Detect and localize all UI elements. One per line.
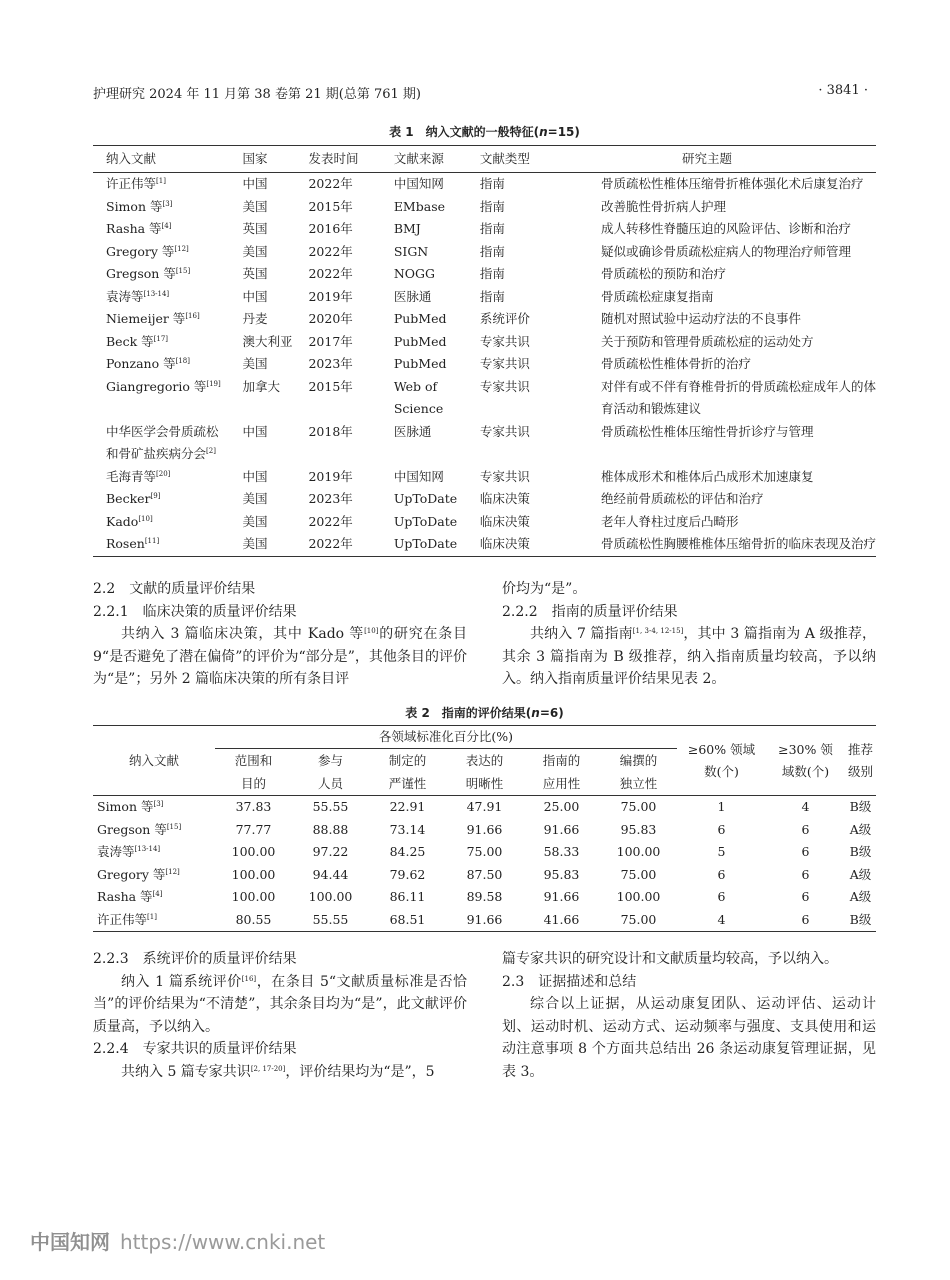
table2-cell: 47.91 [466,799,503,814]
table2-cell: 41.66 [523,909,600,932]
table2-sub-header: 范围和 目的 [215,749,292,796]
section-heading: 2.2.1 临床决策的质量评价结果 [93,603,297,620]
table1-cell: 专家共识 [479,333,530,349]
table1-cell: 中国 [242,468,268,484]
table1-cell: 医脉通 [393,423,432,439]
table2-row [93,819,876,842]
table1-cell: 2019年 [308,288,353,304]
table1-row [93,466,876,489]
table1-cell: 美国 [242,491,268,506]
table2-cell: 25.00 [543,799,580,814]
table2-cell: 5 [717,844,726,859]
table2-cell: 91.66 [543,889,580,904]
table2-cell: A级 [849,866,872,882]
table2-cell: 68.51 [369,909,446,932]
table2-cell: Gregson 等[15] [97,821,182,837]
table2-cell: 6 [766,909,845,932]
table2-sub-header: 参与 人员 [292,749,369,796]
section-heading: 2.2.2 指南的质量评价结果 [502,603,678,620]
table1-cell: Rosen[11] [93,533,227,556]
section-heading: 2.3 证据描述和总结 [502,973,637,990]
right-column-top [502,578,876,691]
table2-cell: 22.91 [389,799,426,814]
table2-cell: 89.58 [466,889,503,904]
table1-cell: 袁涛等[13-14] [106,288,170,304]
paragraph: 共纳入 3 篇临床决策，其中 Kado 等[10]的研究在条目 9“是否避免了潜在偏倚”的评价为“部分是”，其他条目的评价为“是”；另外 2 篇临床决策的所有条目评 [93,626,467,687]
table1-col-header: 纳入文献 [93,146,227,173]
table2-cell: 97.22 [312,844,349,859]
table1-cell: 绝经前骨质疏松的评估和治疗 [600,491,764,506]
table1-row [93,353,876,376]
cnki-logo: 中国知网 [30,1230,110,1254]
table1-row [93,263,876,286]
table2-row [93,909,876,932]
table2-cell: 100.00 [231,889,276,904]
table1-cell: Beck 等[17] [106,333,169,349]
table1-cell: Giangregorio 等[19] [106,378,221,394]
table2-cell: 87.50 [466,866,503,882]
table1-row [93,308,876,331]
table1-row [93,196,876,219]
cnki-url: https://www.cnki.net [120,1230,326,1254]
table2-row [93,841,876,864]
table2-cell: 91.66 [446,909,523,932]
table2-cell: 100.00 [616,889,661,904]
cnki-watermark [30,1226,325,1255]
table1-cell: 关于预防和管理骨质疏松症的运动处方 [600,333,814,349]
paragraph: 纳入 1 篇系统评价[16]，在条目 5“文献质量标准是否恰当”的评价结果为“不清楚”，其余条目均为“是”，此文献评价质量高，予以纳入。 [93,973,467,1035]
table1-cell: 骨质疏松性胸腰椎椎体压缩骨折的临床表现及治疗 [555,533,876,556]
table1-cell: 中国知网 [393,176,444,191]
table1-cell: Ponzano 等[18] [106,356,190,371]
table1-cell: 2022年 [308,266,353,281]
table1-cell: 2015年 [308,198,353,214]
table2-cell: 100.00 [231,844,276,859]
table1-cell: 骨质疏松性椎体压缩骨折椎体强化术后康复治疗 [600,176,864,191]
table2-group-header: 各领域标准化百分比(%) [215,726,677,749]
table1-cell: 2022年 [308,243,353,259]
table2-cell: 84.25 [389,844,426,859]
table1-cell: 专家共识 [479,423,530,439]
table2-cell: 95.83 [620,821,657,837]
table1-cell: 澳大利亚 [242,333,293,349]
paragraph: 价均为“是”。 [502,581,587,597]
table2-row [93,864,876,887]
table1-cell: 医脉通 [393,288,432,304]
table1-row [93,511,876,534]
table2-cell: 95.83 [543,866,580,882]
table2-cell: 4 [677,909,766,932]
table2-cell: B级 [849,799,872,814]
table2-col-header: 纳入文献 [93,726,215,796]
table2-sub-header: 制定的 严谨性 [369,749,446,796]
table1-cell: 2017年 [308,333,353,349]
table2-cell: 91.66 [466,821,503,837]
table1-col-header: 发表时间 [306,146,379,173]
table2-cell: B级 [849,844,872,859]
table1-cell: 指南 [479,198,505,214]
table1-cell: 加拿大 [242,378,281,394]
table1-cell: Web of Science [393,378,444,416]
table1-cell: 2022年 [308,176,353,191]
table2-col-header: 推荐 级别 [845,726,876,796]
table1-col-header: 文献类型 [469,146,555,173]
table2-cell: Rasha 等[4] [97,889,163,904]
table1-cell: Niemeijer 等[16] [106,311,200,326]
table1-cell: 美国 [242,356,268,371]
table2 [93,725,876,932]
table1-cell: Gregory 等[12] [106,243,189,259]
table1-cell: 英国 [242,266,268,281]
table1-cell: NOGG [393,266,435,281]
table1-cell: 美国 [242,513,268,529]
table2-cell: 6 [717,889,726,904]
table1-cell: 中国 [242,288,268,304]
table1-row [93,218,876,241]
table2-cell: 100.00 [231,866,276,882]
table2-cell: 6 [717,821,726,837]
table1-cell: 临床决策 [479,491,530,506]
table1-cell: 2019年 [308,468,353,484]
table1-cell: 中国知网 [393,468,444,484]
table2-col-header: ≥30% 领 域数(个) [766,726,845,796]
table2-sub-header: 表达的 明晰性 [446,749,523,796]
left-column-top [93,578,467,691]
table1-cell: 成人转移性脊髓压迫的风险评估、诊断和治疗 [600,221,851,236]
table1-cell: 专家共识 [479,356,530,371]
table2-cell: 58.33 [543,844,580,859]
table1-cell: 2022年 [306,533,379,556]
table1-cell: 骨质疏松的预防和治疗 [600,266,726,281]
table1-cell: 2016年 [308,221,353,236]
table2-cell: 79.62 [389,866,426,882]
table1-row [93,286,876,309]
table1-cell: 英国 [242,221,268,236]
table2-cell: 袁涛等[13-14] [97,844,161,859]
table1-cell: 指南 [479,288,505,304]
table1-cell: 2018年 [308,423,353,439]
table1-cell: 2023年 [308,491,353,506]
table2-sub-header: 编撰的 独立性 [600,749,677,796]
table2-cell: 86.11 [389,889,426,904]
table2-cell: 许正伟等[1] [93,909,215,932]
table1-cell: PubMed [393,356,447,371]
right-column-bottom [502,948,876,1083]
table2-cell: 75.00 [620,866,657,882]
table1-cell: SIGN [393,243,429,259]
table1-cell: 毛海青等[20] [106,468,171,484]
table1-row [93,241,876,264]
table2-cell: B级 [845,909,876,932]
table1-row [93,488,876,511]
table1-cell: 指南 [479,243,505,259]
page-header [93,83,876,101]
table1-cell: EMbase [393,198,446,214]
section-heading: 2.2 文献的质量评价结果 [93,581,256,597]
table1-cell: 中国 [242,176,268,191]
table2-cell: 100.00 [616,844,661,859]
table2-cell: 94.44 [312,866,349,882]
table2-cell: 4 [801,799,810,814]
table1-cell: PubMed [393,333,447,349]
table2-cell: 77.77 [235,821,272,837]
table2-cell: 55.55 [312,799,349,814]
table1-cell: 中国 [242,423,268,439]
table1-cell: 老年人脊柱过度后凸畸形 [600,513,739,529]
table1-cell: 中华医学会骨质疏松 和骨矿盐疾病分会[2] [106,423,219,461]
table1-col-header: 文献来源 [380,146,469,173]
table1-cell: 2020年 [308,311,353,326]
table2-cell: 37.83 [235,799,272,814]
table1-cell: PubMed [393,311,447,326]
table1-cell: Kado[10] [106,513,153,529]
table1-row [93,376,876,421]
table1-cell: 丹麦 [242,311,268,326]
table1-cell: 骨质疏松性椎体骨折的治疗 [600,356,751,371]
table2-row [93,886,876,909]
table2-cell: 80.55 [215,909,292,932]
table2-cell: 75.00 [466,844,503,859]
table1-cell: 指南 [479,266,505,281]
table1-cell: 指南 [479,221,505,236]
table1-cell: 改善脆性骨折病人护理 [600,198,726,214]
table2-cell: 6 [801,844,810,859]
table1-cell: Gregson 等[15] [106,266,191,281]
table1-cell: 系统评价 [479,311,530,326]
table2-cell: 75.00 [620,799,657,814]
paragraph: 篇专家共识的研究设计和文献质量均较高，予以纳入。 [502,951,838,967]
table1-cell: UpToDate [393,513,458,529]
table1-cell: 临床决策 [469,533,555,556]
table1-cell: 随机对照试验中运动疗法的不良事件 [600,311,801,326]
table1-cell: 美国 [242,243,268,259]
table1-cell: 美国 [242,198,268,214]
section-heading: 2.2.4 专家共识的质量评价结果 [93,1041,297,1057]
table1-cell: 指南 [479,176,505,191]
table2-cell: 1 [717,799,726,814]
table2-caption: 表 2 指南的评价结果(n=6) [405,706,564,720]
table1-row [93,331,876,354]
table1-cell: 2022年 [308,513,353,529]
table1-cell: 许正伟等[1] [106,176,166,191]
table2-cell: 55.55 [292,909,369,932]
table2-cell: 6 [801,889,810,904]
table2-cell: 91.66 [543,821,580,837]
paragraph: 综合以上证据，从运动康复团队、运动评估、运动计划、运动时机、运动方式、运动频率与强度、支具使用和运动注意事项 8 个方面共总结出 26 条运动康复管理证据，见表 3。 [502,996,876,1080]
table1-row [93,173,876,196]
table1-caption: 表 1 纳入文献的一般特征(n=15) [389,125,580,139]
paragraph: 共纳入 7 篇指南[1, 3-4, 12-15]，其中 3 篇指南为 A 级推荐，其余 3 篇指南为 B 级推荐，纳入指南质量均较高，予以纳入。纳入指南质量评价结果见表 2。 [502,626,876,687]
section-heading: 2.2.3 系统评价的质量评价结果 [93,951,297,967]
table1-cell: 骨质疏松性椎体压缩性骨折诊疗与管理 [600,423,814,439]
table2-cell: A级 [849,821,872,837]
table1-cell: Rasha 等[4] [106,221,172,236]
table2-sub-header: 指南的 应用性 [523,749,600,796]
table1-col-header: 研究主题 [555,146,876,173]
table2-cell: 6 [801,866,810,882]
table1-cell: BMJ [393,221,421,236]
table2-cell: 75.00 [600,909,677,932]
table1-cell: 椎体成形术和椎体后凸成形术加速康复 [600,468,814,484]
table1-cell: 专家共识 [479,468,530,484]
table2-row [93,796,876,819]
page-number: · 3841 · [818,83,868,98]
table2-cell: 6 [717,866,726,882]
table1-cell: Simon 等[3] [106,198,173,214]
table2-cell: Gregory 等[12] [97,866,180,882]
paragraph: 共纳入 5 篇专家共识[2, 17-20]，评价结果均为“是”，5 [121,1063,435,1080]
table1 [93,145,876,557]
table2-col-header: ≥60% 领域 数(个) [677,726,766,796]
table1-row [93,533,876,556]
table1-cell: 临床决策 [479,513,530,529]
journal-info: 护理研究 2024 年 11 月第 38 卷第 21 期(总第 761 期) [93,87,421,102]
table1-cell: UpToDate [393,491,458,506]
table1-cell: 骨质疏松症康复指南 [600,288,714,304]
table2-cell: 100.00 [308,889,353,904]
table1-cell: 2015年 [308,378,353,394]
table2-cell: 88.88 [312,821,349,837]
table2-cell: 6 [801,821,810,837]
table1-cell: 专家共识 [479,378,530,394]
table1-col-header: 国家 [227,146,307,173]
table1-row [93,421,876,466]
left-column-bottom [93,948,467,1083]
table1-cell: 美国 [227,533,307,556]
table1-cell: Becker[9] [106,491,161,506]
table2-cell: A级 [849,889,872,904]
table1-cell: 2023年 [308,356,353,371]
table2-cell: 73.14 [389,821,426,837]
table1-cell: UpToDate [380,533,469,556]
table1-header-row [93,146,876,173]
table2-cell: Simon 等[3] [97,799,164,814]
table1-cell: 疑似或确诊骨质疏松症病人的物理治疗师管理 [600,243,851,259]
table1-cell: 对伴有或不伴有脊椎骨折的骨质疏松症成年人的体 育活动和锻炼建议 [600,378,876,416]
